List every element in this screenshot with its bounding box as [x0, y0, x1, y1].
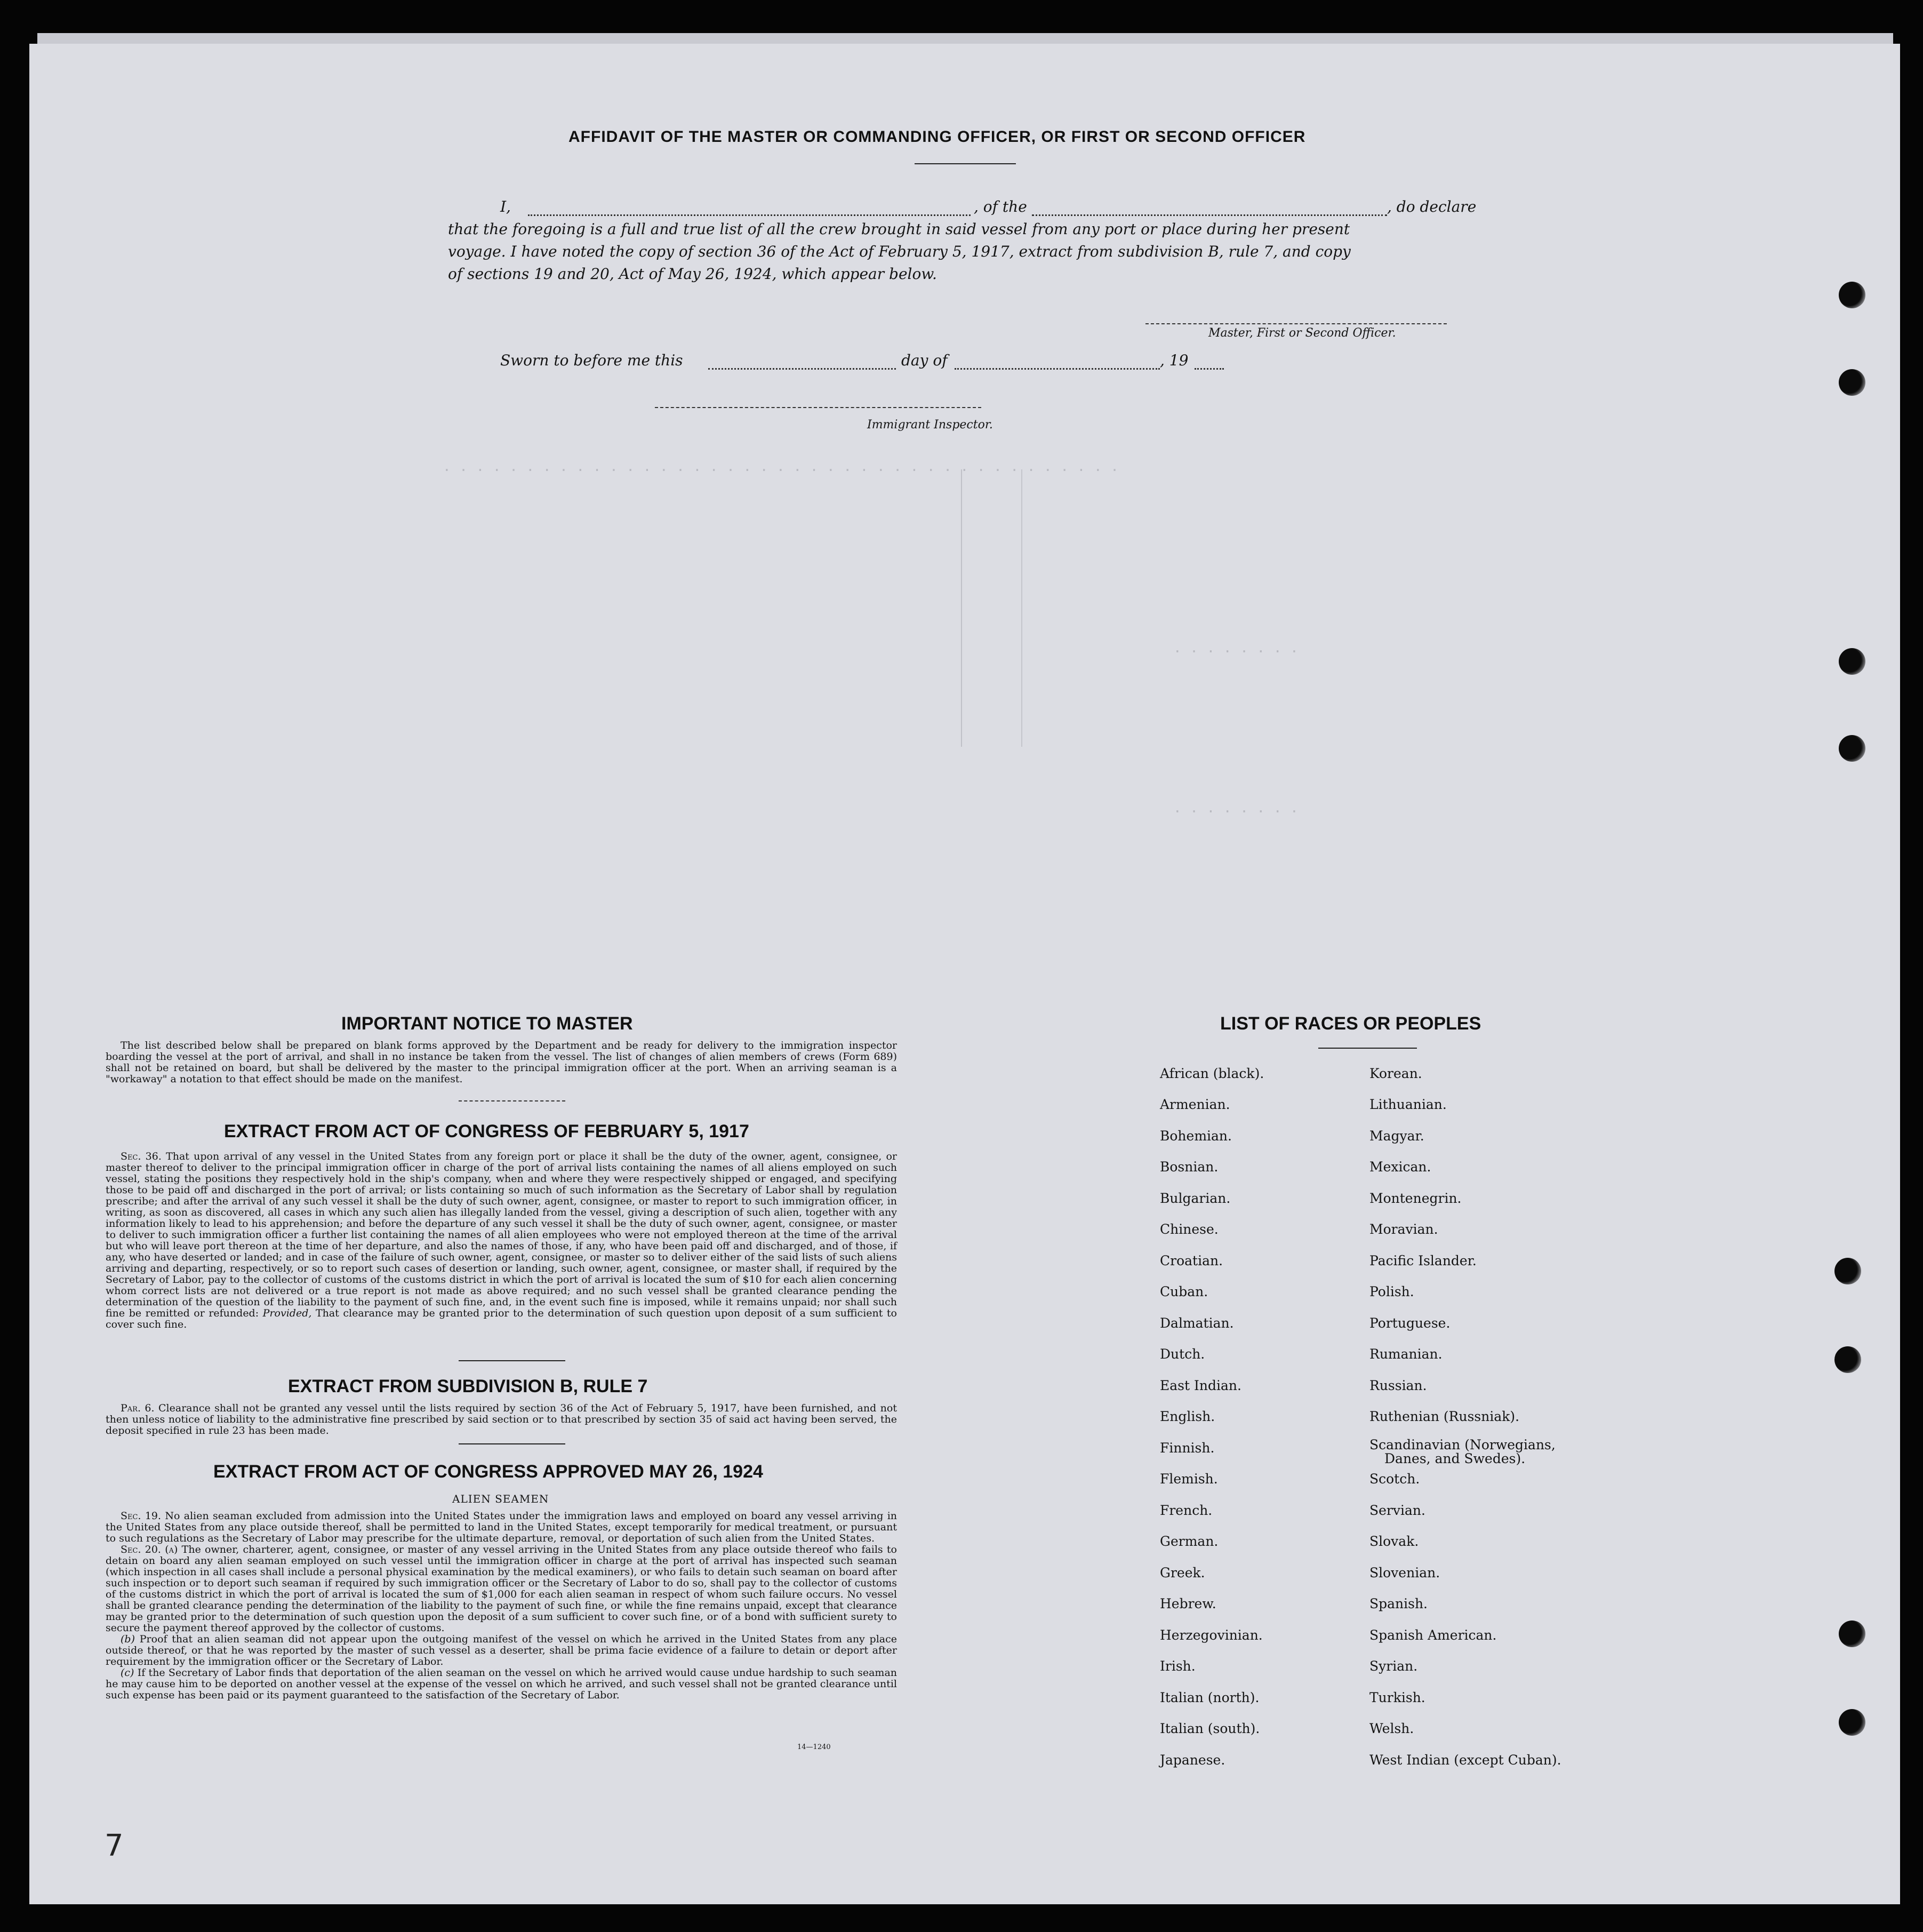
notice-title: IMPORTANT NOTICE TO MASTER	[341, 1013, 633, 1034]
race-item: West Indian (except Cuban).	[1369, 1752, 1561, 1768]
race-item: Cuban.	[1160, 1284, 1208, 1299]
binder-hole	[1839, 1709, 1865, 1736]
race-item: Welsh.	[1369, 1721, 1414, 1736]
race-item: Moravian.	[1369, 1222, 1438, 1237]
sworn-prefix: Sworn to before me this	[500, 352, 683, 369]
race-item: Herzegovinian.	[1160, 1627, 1263, 1643]
race-item: Chinese.	[1160, 1222, 1219, 1237]
sworn-day-blank[interactable]	[708, 368, 896, 370]
race-item: Armenian.	[1160, 1097, 1230, 1112]
affidavit-title: AFFIDAVIT OF THE MASTER OR COMMANDING OFFICER, OR FIRST OR SECOND OFFICER	[568, 128, 1306, 146]
race-item: Russian.	[1369, 1378, 1427, 1393]
rule7-title: EXTRACT FROM SUBDIVISION B, RULE 7	[288, 1376, 648, 1396]
race-item: Servian.	[1369, 1503, 1425, 1518]
sworn-year-blank[interactable]	[1195, 368, 1224, 370]
sworn-day-of: day of	[901, 352, 948, 369]
race-item: Lithuanian.	[1369, 1097, 1447, 1112]
race-item: Italian (north).	[1160, 1690, 1260, 1705]
extract-1917-title: EXTRACT FROM ACT OF CONGRESS OF FEBRUARY 5, 1917	[224, 1121, 749, 1141]
race-item: East Indian.	[1160, 1378, 1241, 1393]
binder-hole	[1839, 1620, 1865, 1647]
title-underline	[915, 163, 1016, 164]
race-item: Polish.	[1369, 1284, 1414, 1299]
binder-hole	[1839, 648, 1865, 675]
race-item: Turkish.	[1369, 1690, 1425, 1705]
sec19-label: Sec. 19.	[121, 1510, 162, 1522]
form-number: 14—1240	[797, 1743, 831, 1751]
notice-divider	[459, 1100, 565, 1101]
rule7-divider	[459, 1443, 565, 1444]
notice-text: The list described below shall be prepared on blank forms approved by the Department and be ready for delivery to the immigration inspector boarding the vessel at the port of arrival, and shall in no instance be taken from the vessel. The list of changes of alien members of crews (Form 689) shall not be retained on board, but shall be delivered by the master to the principal immigration officer at the port. When an arriving seaman is a "workaway" a notation to that effect should be made on the manifest.	[106, 1040, 897, 1085]
extract-1924-body	[106, 1511, 897, 1701]
sworn-year: , 19	[1160, 352, 1189, 369]
race-item: Croatian.	[1160, 1253, 1223, 1268]
alien-seamen-subtitle: ALIEN SEAMEN	[452, 1492, 549, 1505]
par6-label: Par. 6.	[121, 1402, 155, 1414]
binder-hole	[1839, 735, 1865, 762]
race-item: Scandinavian (Norwegians,	[1369, 1437, 1556, 1452]
sec20b-label: (b)	[121, 1633, 135, 1645]
affidavit-declare: , do declare	[1387, 198, 1477, 215]
margin-handwritten-mark: 7	[105, 1829, 124, 1863]
inspector-label: Immigrant Inspector.	[867, 418, 993, 432]
affidavit-of-the: , of the	[974, 198, 1027, 215]
race-item: Korean.	[1369, 1066, 1422, 1081]
binder-hole	[1839, 369, 1865, 396]
extract-1917-divider	[459, 1360, 565, 1361]
notice-body	[106, 1040, 897, 1085]
provided-text: That clearance may be granted prior to the determination of such question upon deposit of a sum sufficient to cover such fine.	[106, 1307, 897, 1330]
race-item: Slovak.	[1369, 1534, 1419, 1549]
master-signature-label: Master, First or Second Officer.	[1208, 326, 1396, 340]
race-item: Bulgarian.	[1160, 1191, 1231, 1206]
race-item: Italian (south).	[1160, 1721, 1260, 1736]
race-item: Japanese.	[1160, 1752, 1225, 1768]
race-item: Montenegrin.	[1369, 1191, 1462, 1206]
race-item: Slovenian.	[1369, 1565, 1440, 1580]
race-item: Spanish American.	[1369, 1627, 1497, 1643]
sec20b-text: Proof that an alien seaman did not appear upon the outgoing manifest of the vessel on which he arrived in the United States from any place outside thereof, or that he was reported by the master of such vessel as a deserter, shall be prima facie evidence of a failure to detain or deport after requirement by the immigration officer or the Secretary of Labor.	[106, 1633, 898, 1667]
ghost-column-line	[1021, 469, 1022, 747]
sec20-label: Sec. 20. (a)	[121, 1544, 178, 1555]
race-item: Irish.	[1160, 1658, 1196, 1674]
extract-1924-title: EXTRACT FROM ACT OF CONGRESS APPROVED MAY 26, 1924	[213, 1462, 763, 1482]
sec20c-text: If the Secretary of Labor finds that deportation of the alien seaman on the vessel on which he arrived would cause undue hardship to such seaman he may cause him to be deported on another vessel at the expense of the vessel on which he arrived, and such vessel shall not be granted clearance until such expense has been paid or its payment guaranteed to the satisfaction of the Secretary of Labor.	[106, 1667, 898, 1701]
race-item: Magyar.	[1369, 1128, 1424, 1144]
race-item: Spanish.	[1369, 1596, 1428, 1611]
race-item: Finnish.	[1160, 1440, 1215, 1456]
extract-1917-body	[106, 1151, 897, 1330]
sworn-month-blank[interactable]	[955, 368, 1160, 370]
race-item: Flemish.	[1160, 1471, 1218, 1487]
races-title: LIST OF RACES OR PEOPLES	[1220, 1013, 1481, 1034]
vessel-blank[interactable]	[1032, 214, 1387, 216]
affidavit-line3: voyage. I have noted the copy of section 36 of the Act of February 5, 1917, extract from subdivision B, rule 7, and copy	[448, 243, 1351, 260]
races-underline	[1318, 1048, 1417, 1049]
binder-hole	[1834, 1258, 1861, 1284]
inspector-signature-line[interactable]	[655, 407, 981, 408]
race-item: French.	[1160, 1503, 1213, 1518]
name-blank[interactable]	[528, 214, 971, 216]
ghost-column-line	[961, 469, 962, 747]
race-item: African (black).	[1160, 1066, 1264, 1081]
race-item: Hebrew.	[1160, 1596, 1216, 1611]
sec19-text: No alien seaman excluded from admission into the United States under the immigration laws and employed on board any vessel arriving in the United States from any place outside thereof, shall be permitted to land in the United States, except temporarily for medical treatment, or pursuant to such regulations as the Secretary of Labor may prescribe for the ultimate departure, removal, or deportation of such alien from the United States.	[106, 1510, 898, 1544]
race-item: Rumanian.	[1369, 1346, 1443, 1362]
binder-hole	[1839, 282, 1865, 308]
race-item: German.	[1160, 1534, 1219, 1549]
race-item: English.	[1160, 1409, 1215, 1424]
race-item: Ruthenian (Russniak).	[1369, 1409, 1520, 1424]
affidavit-line4: of sections 19 and 20, Act of May 26, 1924, which appear below.	[448, 265, 937, 283]
race-item: Mexican.	[1369, 1159, 1431, 1175]
par6-text: Clearance shall not be granted any vessel until the lists required by section 36 of the Act of February 5, 1917, have been furnished, and not then unless notice of liability to the administrative fine prescribed by said section or to that prescribed by section 35 of said act having been served, the deposit specified in rule 23 has been made.	[106, 1402, 897, 1436]
sec36-text: That upon arrival of any vessel in the United States from any foreign port or place it shall be the duty of the owner, agent, consignee, or master thereof to deliver to the principal immigration officer in charge of the port of arrival lists containing the names of all aliens employed on such vessel, stating the positions they respectively hold in the ship's company, when and where they were respectively shipped or engaged, and specifying those to be paid off and discharged in the port of arrival; or lists containing so much of such information as the Secretary of Labor shall by regulation prescribe; and after the arrival of any such vessel it shall be the duty of such owner, agent, consignee, or master to report to such immigration officer, in writing, as soon as discovered, all cases in which any such alien has illegally landed from the vessel, giving a description of such alien, together with any information likely to lead to his apprehension; and before the departure of any such vessel it shall be the duty of such owner, agent, consignee, or master to deliver to such immigration officer a further list containing the names of all alien employees who were not employed thereon at the time of the arrival but who will leave port thereon at the time of her departure, and also the names of those, if any, who have been paid off and discharged, and of those, if any, who have deserted or landed; and in case of the failure of such owner, agent, consignee, or master so to deliver either of the said lists of such aliens arriving and departing, respectively, or so to report such cases of desertion or landing, such owner, agent, consignee, or master shall, if required by the Secretary of Labor, pay to the collector of customs of the customs district in which the port of arrival is located the sum of $10 for each alien concerning whom correct lists are not delivered or a true report is not made as above required; and no such vessel shall be granted clearance pending the determination of the question of the liability to the payment of such fine, and, in the event such fine is imposed, while it remains unpaid; nor shall such fine be remitted or refunded:	[106, 1151, 897, 1319]
affidavit-i: I,	[500, 198, 511, 215]
race-item: Bohemian.	[1160, 1128, 1232, 1144]
race-item: Pacific Islander.	[1369, 1253, 1477, 1268]
race-item: Scotch.	[1369, 1471, 1420, 1487]
race-item: Portuguese.	[1369, 1315, 1451, 1331]
sec20-text: The owner, charterer, agent, consignee, or master of any vessel arriving in the United States from any place outside thereof who fails to detain on board any alien seaman employed on such vessel until the immigration officer in charge at the port of arrival has inspected such seaman (which inspection in all cases shall include a personal physical examination by the medical examiners), or who fails to detain such seaman on board after such inspection or to deport such seaman if required by such immigration officer or the Secretary of Labor to do so, shall pay to the collector of customs of the customs district in which the port of arrival is located the sum of $1,000 for each alien seaman in respect of whom such failure occurs. No vessel shall be granted clearance pending the determination of the liability to the payment of such fine, or while the fine remains unpaid, except that clearance may be granted prior to the determination of such question upon the deposit of a sum sufficient to cover such fine, or of a bond with sufficient surety to secure the payment thereof approved by the collector of customs.	[106, 1544, 897, 1634]
sec20c-label: (c)	[121, 1667, 134, 1679]
provided-label: Provided,	[262, 1307, 312, 1319]
sec36-label: Sec. 36.	[121, 1151, 162, 1162]
affidavit-line2: that the foregoing is a full and true list of all the crew brought in said vessel from any port or place during her present	[448, 220, 1350, 238]
race-item: Dalmatian.	[1160, 1315, 1234, 1331]
race-item: Dutch.	[1160, 1346, 1205, 1362]
race-item: Danes, and Swedes).	[1384, 1451, 1526, 1466]
rule7-body	[106, 1403, 897, 1436]
binder-hole	[1834, 1346, 1861, 1373]
race-item: Bosnian.	[1160, 1159, 1219, 1175]
master-signature-line[interactable]	[1145, 323, 1447, 324]
race-item: Syrian.	[1369, 1658, 1418, 1674]
race-item: Greek.	[1160, 1565, 1205, 1580]
